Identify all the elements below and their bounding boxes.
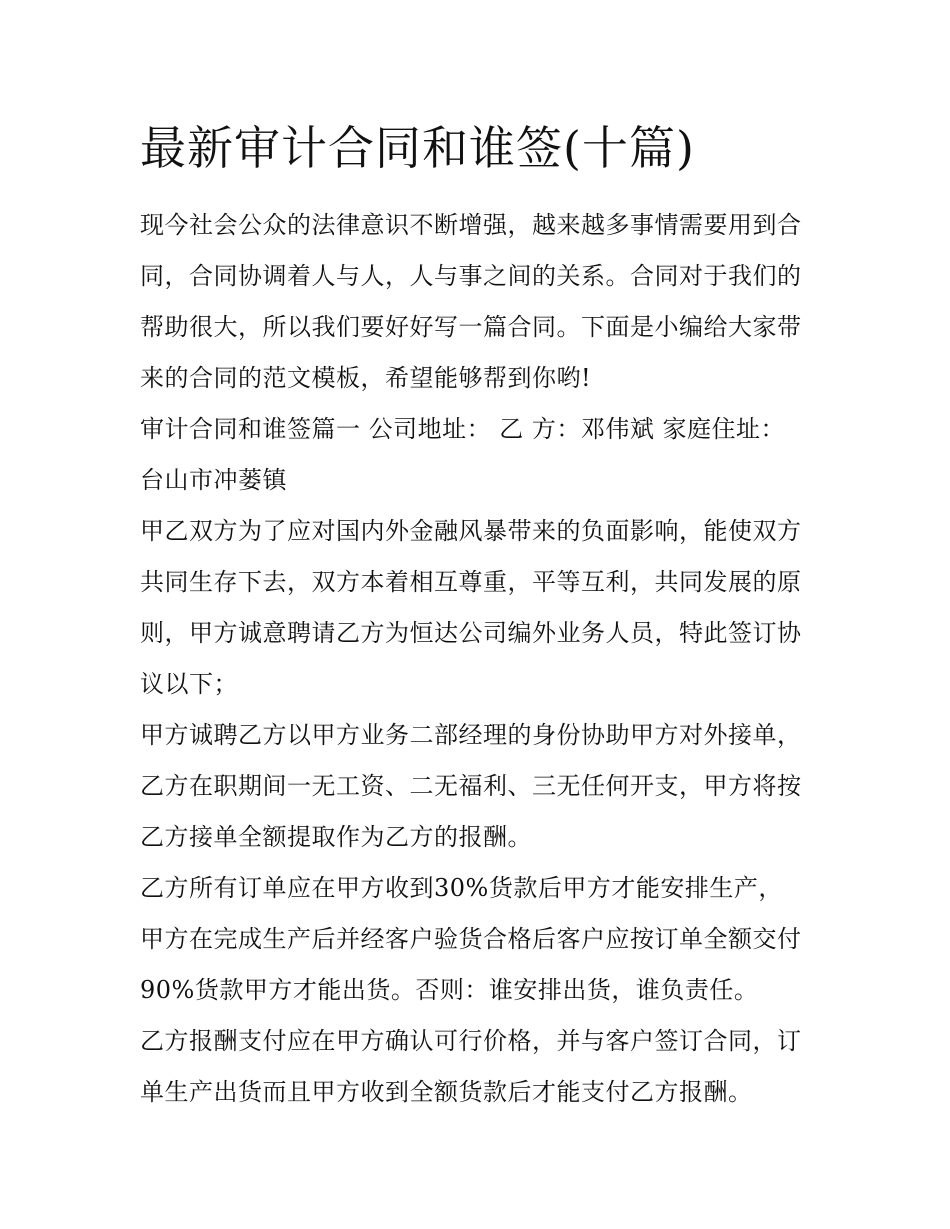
text-line: 乙方接单全额提取作为乙方的报酬。 <box>140 823 532 851</box>
text-line: 甲方诚聘乙方以甲方业务二部经理的身份协助甲方对外接单， <box>140 721 802 749</box>
text-line: 乙方在职期间一无工资、二无福利、三无任何开支，甲方将按 <box>140 772 802 800</box>
text-line: 则，甲方诚意聘请乙方为恒达公司编外业务人员，特此签订协 <box>140 619 802 647</box>
text-line: 单生产出货而且甲方收到全额货款后才能支付乙方报酬。 <box>140 1078 753 1106</box>
text-line: 乙方报酬支付应在甲方确认可行价格，并与客户签订合同，订 <box>140 1027 802 1055</box>
text-line: 来的合同的范文模板，希望能够帮到你哟! <box>140 364 592 392</box>
text-line: 台山市冲蒌镇 <box>140 466 287 494</box>
text-line: 甲乙双方为了应对国内外金融风暴带来的负面影响，能使双方 <box>140 517 802 545</box>
document-title: 最新审计合同和谁签(十篇) <box>140 121 695 175</box>
text-line: 共同生存下去，双方本着相互尊重，平等互利，共同发展的原 <box>140 568 802 596</box>
text-line: 乙方所有订单应在甲方收到30%货款后甲方才能安排生产， <box>140 874 783 902</box>
text-line: 审计合同和谁签篇一 公司地址： 乙 方：邓伟斌 家庭住址： <box>140 415 786 443</box>
text-line: 现今社会公众的法律意识不断增强，越来越多事情需要用到合 <box>140 211 802 239</box>
text-line: 同，合同协调着人与人，人与事之间的关系。合同对于我们的 <box>140 262 802 290</box>
document-page <box>140 112 830 1118</box>
text-line: 甲方在完成生产后并经客户验货合格后客户应按订单全额交付 <box>140 925 802 953</box>
text-line: 帮助很大，所以我们要好好写一篇合同。下面是小编给大家带 <box>140 313 802 341</box>
document-body <box>140 200 830 1118</box>
text-line: 议以下； <box>140 670 238 698</box>
text-line: 90%货款甲方才能出货。否则：谁安排出货，谁负责任。 <box>140 976 759 1004</box>
